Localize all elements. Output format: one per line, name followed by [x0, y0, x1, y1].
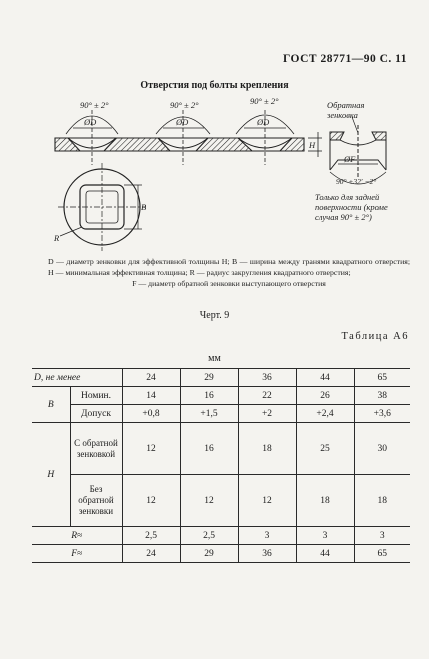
reverse-countersink-labels: [315, 100, 388, 222]
table-cell: +2,4: [296, 405, 354, 423]
row-label-h-without: Без обратной зенковки: [70, 475, 122, 527]
table-cell: 3: [238, 527, 296, 545]
table-cell: 65: [354, 369, 410, 387]
table-row-f: [32, 545, 410, 563]
row-label-d: D, не менее: [32, 369, 122, 387]
table-title: Таблица А6: [341, 331, 409, 342]
row-label-b: B: [32, 387, 70, 423]
table-row-d: [32, 369, 410, 387]
dimensions-table: [32, 368, 410, 563]
table-cell: 2,5: [122, 527, 180, 545]
table-cell: +2: [238, 405, 296, 423]
caption-text: D — диаметр зенковки для эффективной толщины H; B — ширина между гранями квадратного отверстия; H — минимальная эффективная толщина; R — радиус закругления квадратного отверстия;: [48, 257, 410, 277]
table-cell: 24: [122, 369, 180, 387]
d-label-1: ØD: [84, 117, 97, 127]
figure-caption: [48, 256, 410, 289]
table-cell: 36: [238, 545, 296, 563]
angle-label-1: 90° ± 2°: [80, 100, 109, 110]
table-cell: 24: [122, 545, 180, 563]
units-label: мм: [208, 353, 221, 364]
reverse-countersink-detail: [330, 117, 386, 184]
chart-number: Черт. 9: [199, 310, 230, 321]
table-cell: 22: [238, 387, 296, 405]
angle-label-right: 90° +32′ −2°: [336, 177, 377, 186]
table-cell: 12: [180, 475, 238, 527]
table-cell: +0,8: [122, 405, 180, 423]
b-label: B: [141, 202, 147, 212]
table-cell: 25: [296, 423, 354, 475]
countersink-holes: [68, 138, 292, 151]
row-label-r: R≈: [32, 527, 122, 545]
f-label: ØF: [344, 154, 356, 164]
angle-label-2: 90° ± 2°: [170, 100, 199, 110]
table-row-h-with: [32, 423, 410, 475]
angle-label-3: 90° ± 2°: [250, 96, 279, 106]
table-cell: 36: [238, 369, 296, 387]
table-row-r: [32, 527, 410, 545]
h-label: H: [309, 140, 316, 150]
note-line-1: Только для задней: [315, 192, 380, 202]
r-label: R: [54, 233, 60, 243]
table-cell: 2,5: [180, 527, 238, 545]
table-cell: 18: [296, 475, 354, 527]
row-label-h: H: [32, 423, 70, 527]
table-cell: 16: [180, 387, 238, 405]
table-cell: 26: [296, 387, 354, 405]
table-row-b-nom: [32, 387, 410, 405]
d-label-2: ØD: [176, 117, 189, 127]
table-cell: 18: [238, 423, 296, 475]
table-cell: 18: [354, 475, 410, 527]
table-cell: 38: [354, 387, 410, 405]
table-cell: 14: [122, 387, 180, 405]
table-cell: 44: [296, 545, 354, 563]
row-label-b-nom: Номин.: [70, 387, 122, 405]
figure-title: Отверстия под болты крепления: [140, 80, 289, 91]
table-cell: 12: [238, 475, 296, 527]
table-cell: 30: [354, 423, 410, 475]
table-cell: +3,6: [354, 405, 410, 423]
reverse-label-line-2: зенковка: [327, 110, 358, 120]
d-label-3: ØD: [257, 117, 270, 127]
square-hole-plan: [58, 163, 146, 251]
row-label-h-with: С обратной зенковкой: [70, 423, 122, 475]
table-cell: 29: [180, 545, 238, 563]
table-cell: 16: [180, 423, 238, 475]
table-cell: 3: [296, 527, 354, 545]
table-cell: 29: [180, 369, 238, 387]
table-cell: +1,5: [180, 405, 238, 423]
row-label-b-tol: Допуск: [70, 405, 122, 423]
table-cell: 65: [354, 545, 410, 563]
page-header: ГОСТ 28771—90 С. 11: [282, 53, 407, 65]
reverse-label-line-1: Обратная: [327, 100, 365, 110]
table-cell: 12: [122, 475, 180, 527]
note-line-3: случая 90° ± 2°): [315, 212, 372, 222]
table-cell: 44: [296, 369, 354, 387]
table-row-b-tol: [32, 405, 410, 423]
caption-text-last: F — диаметр обратной зенковки выступающего отверстия: [132, 279, 326, 288]
note-line-2: поверхности (кроме: [315, 202, 388, 212]
row-label-f: F≈: [32, 545, 122, 563]
table-cell: 12: [122, 423, 180, 475]
table-cell: 3: [354, 527, 410, 545]
table-row-h-without: [32, 475, 410, 527]
